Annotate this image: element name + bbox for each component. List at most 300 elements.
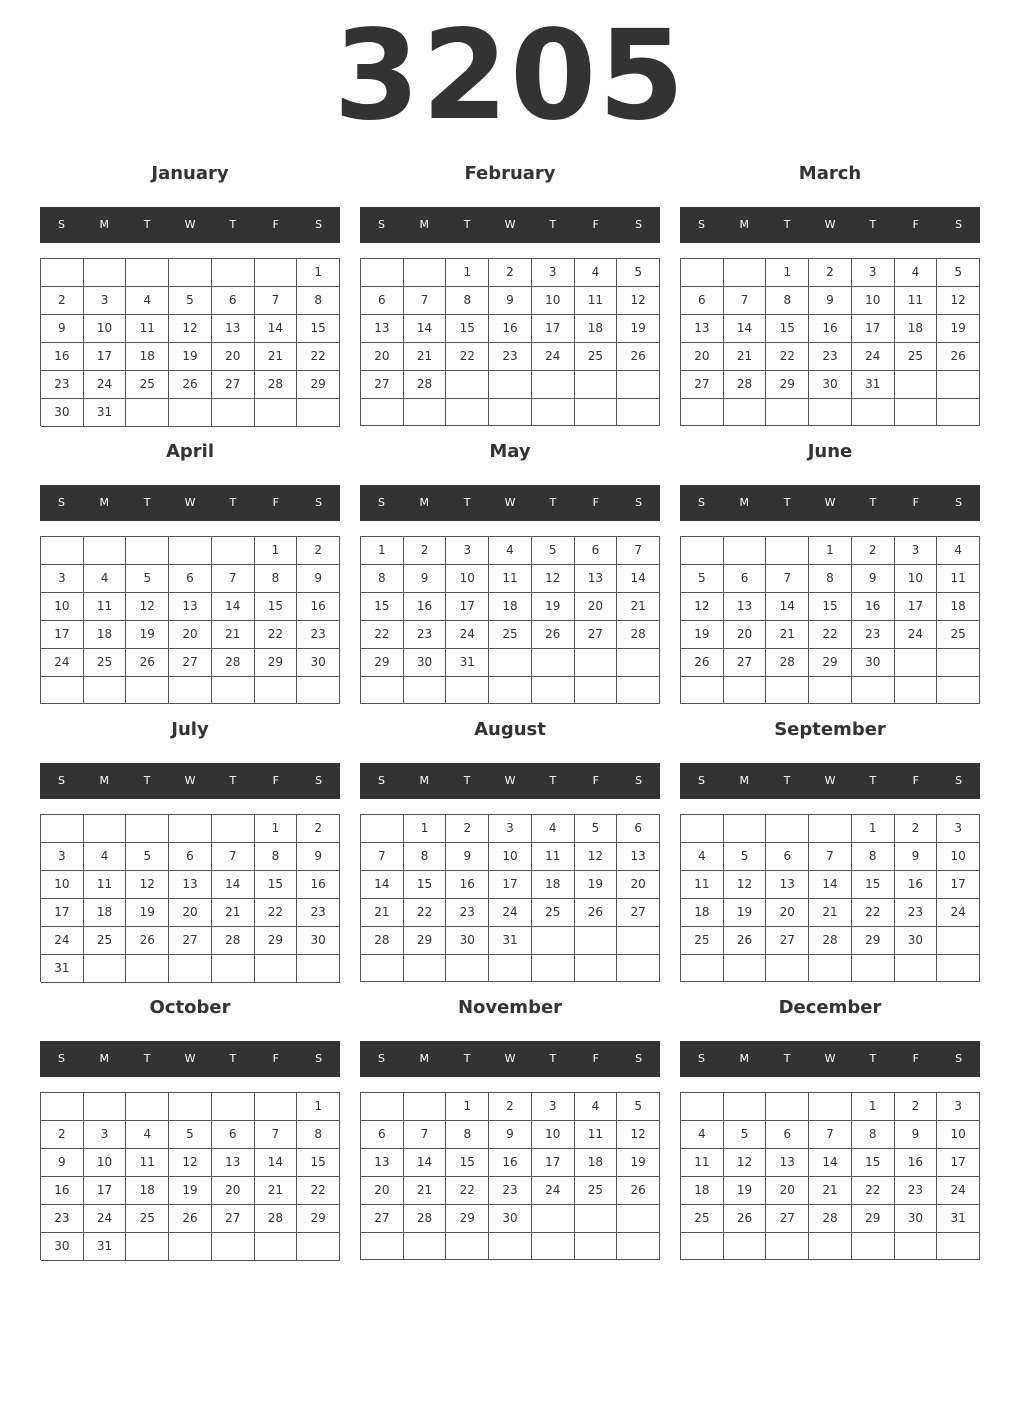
empty-cell [169, 677, 212, 704]
empty-cell [169, 259, 212, 287]
day-cell: 14 [255, 1149, 298, 1177]
empty-cell [575, 371, 618, 399]
day-cell: 4 [532, 815, 575, 843]
weekday-label: S [635, 496, 643, 509]
day-cell: 20 [766, 899, 809, 927]
day-grid [360, 814, 660, 982]
weekday-label: F [912, 1052, 919, 1065]
day-cell: 16 [41, 343, 84, 371]
day-cell: 1 [766, 259, 809, 287]
weekday-label: S [315, 1052, 323, 1065]
weekday-label: S [377, 218, 385, 231]
day-cell: 8 [809, 565, 852, 593]
empty-cell [361, 1233, 404, 1260]
empty-cell [84, 1093, 127, 1121]
day-cell: 18 [681, 899, 724, 927]
day-cell: 10 [446, 565, 489, 593]
day-cell: 17 [41, 621, 84, 649]
empty-cell [681, 955, 724, 982]
day-cell: 14 [809, 1149, 852, 1177]
day-cell: 3 [937, 815, 980, 843]
day-cell: 13 [575, 565, 618, 593]
day-cell: 23 [489, 1177, 532, 1205]
empty-cell [575, 1233, 618, 1260]
empty-cell [41, 259, 84, 287]
day-cell: 14 [212, 593, 255, 621]
day-cell: 16 [895, 871, 938, 899]
day-cell: 11 [575, 1121, 618, 1149]
empty-cell [489, 371, 532, 399]
day-cell: 20 [212, 343, 255, 371]
day-cell: 4 [575, 259, 618, 287]
day-cell: 10 [84, 1149, 127, 1177]
day-cell: 22 [361, 621, 404, 649]
day-cell: 15 [361, 593, 404, 621]
day-cell: 25 [895, 343, 938, 371]
day-cell: 21 [255, 343, 298, 371]
day-cell: 8 [446, 1121, 489, 1149]
day-cell: 7 [809, 843, 852, 871]
day-cell: 20 [617, 871, 660, 899]
day-cell: 26 [937, 343, 980, 371]
empty-cell [681, 815, 724, 843]
weekday-label: W [504, 1052, 516, 1065]
empty-cell [212, 399, 255, 427]
empty-cell [766, 1093, 809, 1121]
day-cell: 27 [575, 621, 618, 649]
day-cell: 11 [681, 871, 724, 899]
day-cell: 9 [489, 1121, 532, 1149]
weekday-label: M [739, 218, 750, 231]
day-cell: 30 [41, 399, 84, 427]
day-grid [680, 814, 980, 982]
weekday-header [680, 207, 980, 243]
day-cell: 6 [724, 565, 767, 593]
day-cell: 18 [489, 593, 532, 621]
day-cell: 24 [84, 371, 127, 399]
empty-cell [681, 259, 724, 287]
empty-cell [809, 1233, 852, 1260]
day-cell: 21 [212, 899, 255, 927]
day-cell: 12 [937, 287, 980, 315]
day-cell: 14 [361, 871, 404, 899]
day-cell: 19 [724, 899, 767, 927]
day-cell: 6 [212, 1121, 255, 1149]
empty-cell [446, 399, 489, 426]
empty-cell [255, 259, 298, 287]
weekday-label: S [377, 774, 385, 787]
day-cell: 10 [41, 871, 84, 899]
weekday-label: T [463, 218, 471, 231]
day-cell: 28 [212, 927, 255, 955]
day-cell: 5 [169, 287, 212, 315]
day-cell: 15 [446, 315, 489, 343]
day-cell: 26 [126, 649, 169, 677]
day-cell: 9 [852, 565, 895, 593]
day-cell: 21 [809, 1177, 852, 1205]
day-cell: 3 [84, 287, 127, 315]
weekday-label: F [592, 218, 599, 231]
empty-cell [361, 955, 404, 982]
weekday-label: F [592, 774, 599, 787]
day-cell: 2 [297, 815, 340, 843]
day-cell: 23 [41, 1205, 84, 1233]
day-cell: 20 [361, 343, 404, 371]
empty-cell [617, 955, 660, 982]
day-grid [360, 258, 660, 426]
empty-cell [617, 1233, 660, 1260]
day-cell: 18 [84, 621, 127, 649]
day-cell: 18 [126, 343, 169, 371]
empty-cell [212, 955, 255, 983]
day-cell: 2 [446, 815, 489, 843]
day-grid [40, 1092, 340, 1260]
weekday-header [40, 207, 340, 243]
empty-cell [126, 1093, 169, 1121]
empty-cell [532, 371, 575, 399]
day-cell: 17 [937, 1149, 980, 1177]
empty-cell [169, 1093, 212, 1121]
day-cell: 22 [255, 621, 298, 649]
day-cell: 14 [809, 871, 852, 899]
day-cell: 7 [809, 1121, 852, 1149]
day-cell: 1 [297, 259, 340, 287]
weekday-label: M [419, 774, 430, 787]
empty-cell [489, 649, 532, 677]
day-cell: 23 [852, 621, 895, 649]
empty-cell [809, 1093, 852, 1121]
weekday-label: S [697, 218, 705, 231]
day-cell: 21 [255, 1177, 298, 1205]
day-cell: 6 [766, 1121, 809, 1149]
empty-cell [169, 955, 212, 983]
day-cell: 5 [126, 843, 169, 871]
weekday-label: W [504, 496, 516, 509]
day-cell: 10 [84, 315, 127, 343]
day-cell: 2 [895, 1093, 938, 1121]
weekday-header [680, 1041, 980, 1077]
empty-cell [212, 537, 255, 565]
day-cell: 13 [169, 593, 212, 621]
day-cell: 4 [575, 1093, 618, 1121]
empty-cell [766, 399, 809, 426]
day-cell: 9 [404, 565, 447, 593]
day-cell: 25 [575, 343, 618, 371]
month-title: October [149, 997, 231, 1018]
day-cell: 28 [212, 649, 255, 677]
weekday-label: S [315, 218, 323, 231]
day-cell: 29 [297, 1205, 340, 1233]
day-cell: 27 [212, 1205, 255, 1233]
empty-cell [724, 677, 767, 704]
day-cell: 27 [766, 1205, 809, 1233]
weekday-label: F [272, 1052, 279, 1065]
month-title: February [464, 163, 556, 184]
empty-cell [212, 259, 255, 287]
weekday-label: F [912, 496, 919, 509]
day-cell: 23 [489, 343, 532, 371]
weekday-label: T [869, 1052, 877, 1065]
weekday-label: S [377, 496, 385, 509]
day-cell: 1 [255, 815, 298, 843]
weekday-label: T [549, 496, 557, 509]
day-cell: 7 [766, 565, 809, 593]
empty-cell [489, 1233, 532, 1260]
day-cell: 17 [84, 343, 127, 371]
day-cell: 15 [255, 871, 298, 899]
weekday-label: F [272, 774, 279, 787]
empty-cell [937, 927, 980, 955]
empty-cell [895, 677, 938, 704]
day-cell: 2 [41, 1121, 84, 1149]
empty-cell [575, 927, 618, 955]
empty-cell [895, 371, 938, 399]
day-cell: 20 [169, 621, 212, 649]
day-cell: 18 [895, 315, 938, 343]
weekday-label: M [99, 774, 110, 787]
empty-cell [404, 259, 447, 287]
day-cell: 28 [404, 1205, 447, 1233]
empty-cell [126, 1233, 169, 1261]
weekday-label: T [783, 496, 791, 509]
day-cell: 22 [255, 899, 298, 927]
day-cell: 7 [617, 537, 660, 565]
day-cell: 8 [852, 1121, 895, 1149]
day-cell: 22 [809, 621, 852, 649]
weekday-label: W [824, 218, 836, 231]
day-cell: 8 [297, 1121, 340, 1149]
day-cell: 26 [617, 343, 660, 371]
weekday-label: W [504, 774, 516, 787]
day-cell: 5 [724, 843, 767, 871]
weekday-label: S [377, 1052, 385, 1065]
empty-cell [41, 677, 84, 704]
empty-cell [532, 927, 575, 955]
day-cell: 4 [895, 259, 938, 287]
day-cell: 31 [84, 1233, 127, 1261]
day-cell: 27 [724, 649, 767, 677]
empty-cell [809, 955, 852, 982]
weekday-label: T [783, 218, 791, 231]
day-cell: 18 [937, 593, 980, 621]
day-cell: 13 [681, 315, 724, 343]
day-cell: 20 [766, 1177, 809, 1205]
day-cell: 18 [575, 315, 618, 343]
day-cell: 13 [361, 1149, 404, 1177]
day-cell: 25 [489, 621, 532, 649]
day-cell: 23 [404, 621, 447, 649]
weekday-label: T [229, 218, 237, 231]
empty-cell [766, 1233, 809, 1260]
day-cell: 1 [446, 1093, 489, 1121]
day-cell: 21 [361, 899, 404, 927]
day-cell: 12 [169, 315, 212, 343]
day-cell: 16 [297, 871, 340, 899]
day-cell: 3 [895, 537, 938, 565]
day-cell: 24 [41, 649, 84, 677]
day-cell: 17 [532, 1149, 575, 1177]
day-cell: 19 [532, 593, 575, 621]
empty-cell [361, 259, 404, 287]
day-cell: 28 [617, 621, 660, 649]
empty-cell [937, 1233, 980, 1260]
empty-cell [446, 371, 489, 399]
empty-cell [617, 649, 660, 677]
day-cell: 8 [446, 287, 489, 315]
day-cell: 10 [937, 843, 980, 871]
empty-cell [681, 399, 724, 426]
empty-cell [532, 649, 575, 677]
weekday-label: S [955, 774, 963, 787]
day-cell: 29 [255, 927, 298, 955]
day-cell: 19 [126, 899, 169, 927]
weekday-header [40, 1041, 340, 1077]
empty-cell [724, 1093, 767, 1121]
day-grid [680, 1092, 980, 1260]
empty-cell [297, 399, 340, 427]
day-cell: 22 [852, 1177, 895, 1205]
day-cell: 6 [361, 287, 404, 315]
year-title: 3205 [333, 4, 687, 148]
weekday-label: T [463, 496, 471, 509]
weekday-label: M [99, 218, 110, 231]
weekday-header [680, 485, 980, 521]
empty-cell [169, 815, 212, 843]
day-cell: 19 [937, 315, 980, 343]
day-cell: 30 [297, 649, 340, 677]
day-cell: 6 [766, 843, 809, 871]
day-cell: 27 [169, 927, 212, 955]
empty-cell [852, 399, 895, 426]
empty-cell [724, 1233, 767, 1260]
day-cell: 25 [937, 621, 980, 649]
day-cell: 10 [937, 1121, 980, 1149]
day-cell: 13 [361, 315, 404, 343]
day-cell: 25 [532, 899, 575, 927]
day-cell: 16 [489, 1149, 532, 1177]
weekday-label: S [635, 1052, 643, 1065]
day-cell: 11 [84, 871, 127, 899]
empty-cell [212, 815, 255, 843]
day-cell: 24 [937, 1177, 980, 1205]
day-cell: 20 [575, 593, 618, 621]
month-title: May [489, 441, 531, 462]
day-cell: 5 [724, 1121, 767, 1149]
weekday-label: S [315, 774, 323, 787]
weekday-label: T [229, 1052, 237, 1065]
empty-cell [212, 1093, 255, 1121]
day-cell: 29 [361, 649, 404, 677]
day-cell: 26 [169, 371, 212, 399]
day-cell: 26 [724, 927, 767, 955]
day-cell: 20 [212, 1177, 255, 1205]
day-cell: 25 [84, 927, 127, 955]
empty-cell [255, 955, 298, 983]
day-cell: 7 [361, 843, 404, 871]
month-title: August [474, 719, 546, 740]
empty-cell [937, 649, 980, 677]
day-cell: 29 [446, 1205, 489, 1233]
day-cell: 25 [126, 371, 169, 399]
day-cell: 2 [41, 287, 84, 315]
day-cell: 6 [361, 1121, 404, 1149]
month-title: December [778, 997, 882, 1018]
empty-cell [724, 815, 767, 843]
day-cell: 1 [404, 815, 447, 843]
day-cell: 8 [404, 843, 447, 871]
day-cell: 30 [489, 1205, 532, 1233]
day-grid [680, 536, 980, 704]
day-cell: 6 [617, 815, 660, 843]
empty-cell [169, 537, 212, 565]
day-cell: 18 [575, 1149, 618, 1177]
day-cell: 12 [681, 593, 724, 621]
day-cell: 5 [169, 1121, 212, 1149]
day-cell: 5 [617, 1093, 660, 1121]
weekday-header [40, 763, 340, 799]
month-title: March [798, 163, 862, 184]
day-cell: 24 [446, 621, 489, 649]
day-cell: 24 [532, 1177, 575, 1205]
weekday-label: F [592, 496, 599, 509]
day-cell: 22 [297, 1177, 340, 1205]
day-cell: 3 [489, 815, 532, 843]
day-cell: 14 [212, 871, 255, 899]
weekday-label: T [463, 1052, 471, 1065]
day-cell: 12 [532, 565, 575, 593]
day-cell: 3 [84, 1121, 127, 1149]
day-cell: 19 [169, 1177, 212, 1205]
empty-cell [446, 1233, 489, 1260]
empty-cell [852, 677, 895, 704]
weekday-label: M [419, 496, 430, 509]
day-cell: 16 [446, 871, 489, 899]
day-cell: 14 [404, 315, 447, 343]
day-cell: 26 [169, 1205, 212, 1233]
empty-cell [766, 815, 809, 843]
empty-cell [41, 1093, 84, 1121]
empty-cell [297, 955, 340, 983]
day-cell: 31 [852, 371, 895, 399]
day-cell: 28 [766, 649, 809, 677]
day-cell: 16 [809, 315, 852, 343]
day-cell: 28 [255, 371, 298, 399]
day-cell: 20 [681, 343, 724, 371]
weekday-label: T [143, 496, 151, 509]
empty-cell [297, 1233, 340, 1261]
empty-cell [532, 955, 575, 982]
weekday-header [360, 485, 660, 521]
day-cell: 6 [575, 537, 618, 565]
day-cell: 3 [532, 259, 575, 287]
day-cell: 11 [84, 593, 127, 621]
empty-cell [84, 259, 127, 287]
empty-cell [84, 955, 127, 983]
day-cell: 29 [766, 371, 809, 399]
weekday-label: S [955, 496, 963, 509]
day-cell: 30 [895, 1205, 938, 1233]
day-cell: 28 [809, 1205, 852, 1233]
empty-cell [617, 677, 660, 704]
day-cell: 5 [617, 259, 660, 287]
day-cell: 15 [809, 593, 852, 621]
day-cell: 15 [852, 1149, 895, 1177]
day-cell: 24 [852, 343, 895, 371]
weekday-label: T [229, 774, 237, 787]
day-cell: 28 [361, 927, 404, 955]
day-cell: 21 [617, 593, 660, 621]
day-cell: 10 [895, 565, 938, 593]
